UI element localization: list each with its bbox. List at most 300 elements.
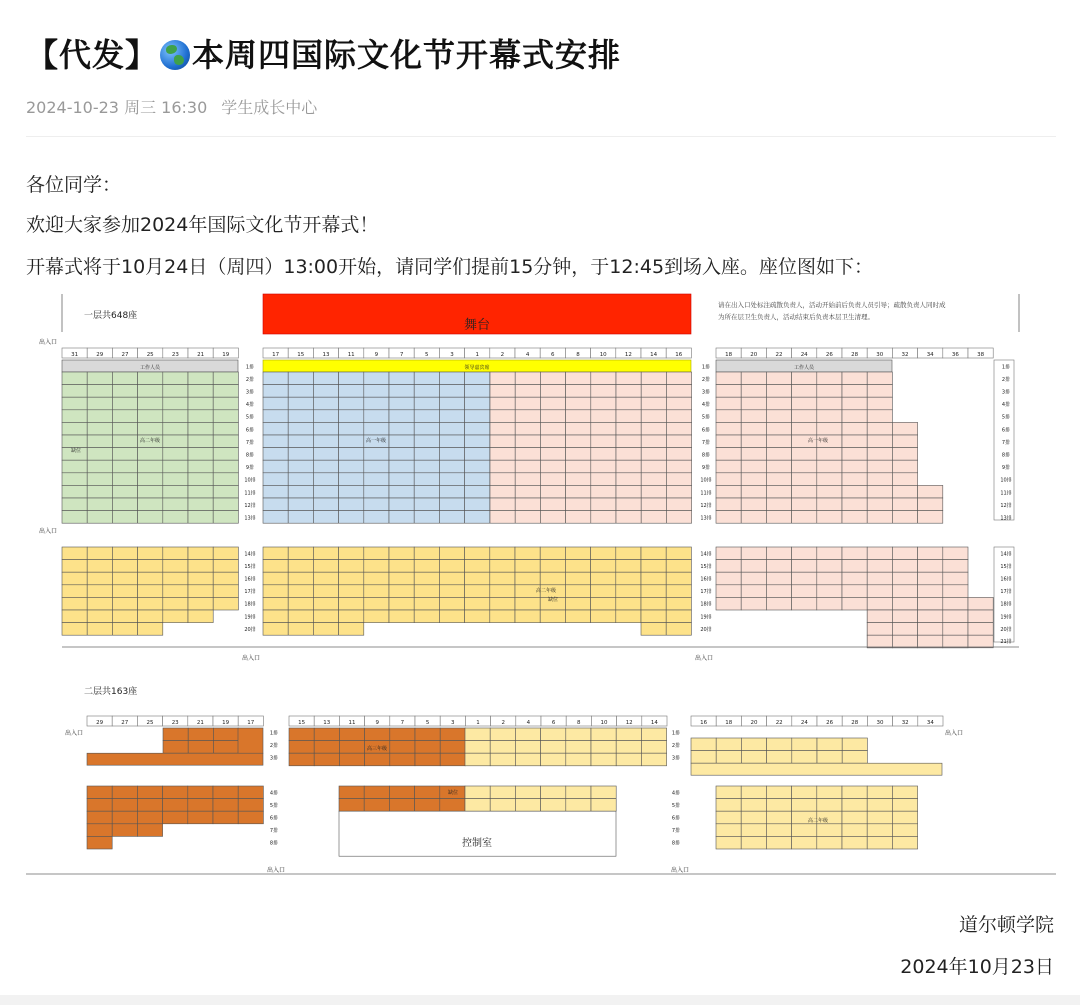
- seat-pink: [540, 422, 565, 435]
- seat-yellow: [515, 610, 540, 623]
- seat-pink: [792, 460, 817, 473]
- seat-grade10: [288, 448, 313, 461]
- seat-pink: [540, 498, 565, 511]
- seat-yellow: [515, 547, 540, 560]
- seat-pink: [892, 448, 917, 461]
- missing-label: 缺位: [547, 597, 559, 603]
- seat-grade10: [465, 511, 490, 524]
- seat-pink: [566, 372, 591, 385]
- seat-orange: [112, 824, 137, 837]
- schedule-text: 开幕式将于10月24日（周四）13:00开始，请同学们提前15分钟，于12:45到场入座。座位图如下：: [26, 256, 874, 278]
- seat-pink: [641, 397, 666, 410]
- exit-label: 出入口: [944, 730, 964, 737]
- seat-orange: [87, 753, 263, 765]
- col-number: 7: [400, 720, 405, 726]
- seat-grade11: [138, 448, 163, 461]
- seat-yellow: [263, 623, 288, 636]
- seat-pink: [867, 372, 892, 385]
- seat-pink: [867, 435, 892, 448]
- seat-yellow: [565, 585, 590, 598]
- seat-pink: [867, 385, 892, 398]
- seat-grade10: [364, 511, 389, 524]
- seat-lightyellow: [465, 753, 490, 766]
- seat-grade11: [112, 385, 137, 398]
- seat-orange: [314, 741, 339, 754]
- seat-grade11: [188, 372, 213, 385]
- seat-grade11: [62, 397, 87, 410]
- seat-pink: [766, 485, 791, 498]
- seat-pink: [515, 460, 540, 473]
- seat-grade11: [112, 435, 137, 448]
- seat-yellow: [641, 560, 666, 573]
- seat-lightyellow: [741, 751, 766, 764]
- seat-yellow: [288, 560, 313, 573]
- col-number: 11: [348, 720, 356, 726]
- row-label: 6排: [701, 427, 711, 434]
- col-number: 25: [146, 352, 154, 358]
- seat-yellow: [439, 597, 464, 610]
- seat-yellow: [263, 585, 288, 598]
- seat-pink: [566, 460, 591, 473]
- seat-grade11: [138, 473, 163, 486]
- seat-pink: [490, 511, 515, 524]
- seat-yellow: [313, 585, 338, 598]
- seat-grade11: [163, 372, 188, 385]
- seat-yellow: [515, 597, 540, 610]
- seat-orange: [87, 786, 112, 799]
- seat-pink: [566, 473, 591, 486]
- row-label: 15排: [244, 563, 256, 570]
- seat-yellow: [389, 547, 414, 560]
- seat-pink: [616, 385, 641, 398]
- seat-lightyellow: [541, 799, 566, 812]
- seat-grade10: [389, 372, 414, 385]
- seat-lightyellow: [892, 786, 917, 799]
- seat-lightyellow: [566, 753, 591, 766]
- seat-grade10: [288, 460, 313, 473]
- seat-grade10: [288, 435, 313, 448]
- seat-yellow: [490, 560, 515, 573]
- evacuation-notice-line1: 请在出入口处标注疏散负责人，活动开始前后负责人员引导；疏散负责人同时成: [718, 301, 946, 309]
- row-label: 17排: [244, 589, 256, 596]
- seat-pink: [716, 372, 741, 385]
- col-number: 22: [775, 720, 783, 726]
- seat-lightyellow: [566, 728, 591, 741]
- seat-yellow: [591, 585, 616, 598]
- seat-grade11: [112, 372, 137, 385]
- seat-yellow: [414, 610, 439, 623]
- seat-grade10: [465, 422, 490, 435]
- seat-grade10: [339, 410, 364, 423]
- seat-pink: [892, 560, 917, 573]
- col-number: 4: [526, 720, 531, 726]
- seat-lightyellow: [817, 786, 842, 799]
- seat-pink: [943, 623, 968, 636]
- seat-grade10: [414, 460, 439, 473]
- seat-pink: [867, 448, 892, 461]
- col-number: 1: [476, 720, 480, 726]
- row-label: 1排: [671, 730, 681, 737]
- seat-grade10: [288, 498, 313, 511]
- row-label: 18排: [1000, 601, 1012, 608]
- row-label: 4排: [269, 790, 279, 797]
- seat-pink: [918, 623, 943, 636]
- seat-grade10: [339, 448, 364, 461]
- seat-pink: [566, 410, 591, 423]
- seat-yellow: [138, 585, 163, 598]
- seat-orange: [137, 799, 162, 812]
- seat-orange: [188, 811, 213, 824]
- seat-pink: [666, 372, 691, 385]
- seat-yellow: [62, 547, 87, 560]
- seat-grade11: [213, 460, 238, 473]
- seat-lightyellow: [591, 741, 616, 754]
- seat-lightyellow: [641, 753, 666, 766]
- seat-grade11: [112, 397, 137, 410]
- seat-pink: [867, 585, 892, 598]
- seat-orange: [415, 786, 440, 799]
- seat-yellow: [163, 547, 188, 560]
- greeting: 各位同学：: [26, 174, 122, 196]
- seat-orange: [87, 824, 112, 837]
- seat-grade11: [188, 422, 213, 435]
- row-label: 10排: [700, 477, 712, 484]
- seat-grade11: [62, 422, 87, 435]
- seat-grade10: [288, 397, 313, 410]
- seat-pink: [591, 385, 616, 398]
- seat-pink: [918, 547, 943, 560]
- seat-pink: [892, 547, 917, 560]
- seat-yellow: [112, 597, 137, 610]
- seat-pink: [616, 485, 641, 498]
- seat-grade10: [263, 410, 288, 423]
- seat-yellow: [213, 597, 238, 610]
- row-label: 5排: [671, 802, 681, 809]
- row-label: 12排: [1000, 502, 1012, 509]
- seat-pink: [741, 397, 766, 410]
- seat-pink: [716, 498, 741, 511]
- seat-yellow: [565, 597, 590, 610]
- seat-grade10: [339, 422, 364, 435]
- seat-lightyellow: [766, 811, 791, 824]
- row-label: 6排: [671, 815, 681, 822]
- seat-orange: [137, 824, 162, 837]
- col-number: 5: [425, 720, 430, 726]
- seat-lightyellow: [817, 799, 842, 812]
- seat-pink: [842, 572, 867, 585]
- seat-orange: [289, 728, 314, 741]
- row-label: 2排: [269, 742, 279, 749]
- seat-grade11: [87, 372, 112, 385]
- seat-lightyellow: [716, 786, 741, 799]
- seat-lightyellow: [465, 728, 490, 741]
- seat-yellow: [591, 547, 616, 560]
- seat-yellow: [616, 610, 641, 623]
- seat-pink: [540, 511, 565, 524]
- seat-yellow: [87, 560, 112, 573]
- col-number: 22: [775, 352, 783, 358]
- seat-grade10: [339, 372, 364, 385]
- seat-grade10: [364, 410, 389, 423]
- seat-pink: [842, 560, 867, 573]
- seat-grade11: [188, 397, 213, 410]
- seat-yellow: [490, 585, 515, 598]
- seat-pink: [892, 435, 917, 448]
- row-label: 18排: [700, 601, 712, 608]
- seat-yellow: [540, 547, 565, 560]
- row-label: 19排: [1000, 614, 1012, 621]
- seat-grade10: [389, 485, 414, 498]
- seat-lightyellow: [541, 728, 566, 741]
- seat-grade11: [87, 448, 112, 461]
- seat-pink: [842, 511, 867, 524]
- seat-pink: [591, 448, 616, 461]
- seat-orange: [213, 786, 238, 799]
- seat-pink: [766, 385, 791, 398]
- seat-pink: [540, 460, 565, 473]
- seat-pink: [616, 435, 641, 448]
- seat-pink: [591, 372, 616, 385]
- seat-grade11: [62, 410, 87, 423]
- seat-orange: [163, 811, 188, 824]
- seat-yellow: [138, 597, 163, 610]
- row-label: 2排: [1001, 376, 1011, 383]
- seat-grade10: [313, 460, 338, 473]
- seat-pink: [616, 372, 641, 385]
- seat-yellow: [414, 572, 439, 585]
- seat-grade11: [62, 498, 87, 511]
- seat-grade10: [313, 422, 338, 435]
- seat-yellow: [188, 585, 213, 598]
- seat-pink: [842, 473, 867, 486]
- seat-lightyellow: [616, 728, 641, 741]
- seat-yellow: [364, 597, 389, 610]
- seat-yellow: [288, 597, 313, 610]
- seat-pink: [666, 410, 691, 423]
- seat-pink: [792, 597, 817, 610]
- seat-yellow: [591, 597, 616, 610]
- col-number: 27: [121, 352, 129, 358]
- col-number: 2: [501, 720, 505, 726]
- seat-grade11: [138, 485, 163, 498]
- seat-pink: [741, 511, 766, 524]
- seat-yellow: [439, 610, 464, 623]
- row-label: 1排: [1001, 364, 1011, 371]
- evacuation-notice-line2: 为所在层卫生负责人，活动结束后负责本层卫生清理。: [718, 313, 874, 321]
- row-label: 20排: [700, 626, 712, 633]
- seat-pink: [792, 560, 817, 573]
- seat-yellow: [465, 572, 490, 585]
- seat-grade10: [439, 372, 464, 385]
- seat-yellow: [666, 623, 691, 636]
- author-link[interactable]: 学生成长中心: [221, 98, 318, 117]
- seat-yellow: [288, 610, 313, 623]
- seat-grade11: [163, 485, 188, 498]
- seat-grade10: [364, 372, 389, 385]
- seat-pink: [716, 410, 741, 423]
- seat-grade10: [389, 385, 414, 398]
- seat-grade11: [112, 448, 137, 461]
- seat-pink: [817, 448, 842, 461]
- col-number: 13: [323, 720, 331, 726]
- seat-pink: [943, 547, 968, 560]
- row-label: 9排: [245, 465, 255, 472]
- col-number: 30: [876, 352, 884, 358]
- seat-pink: [540, 385, 565, 398]
- seat-yellow: [112, 623, 137, 636]
- seat-pink: [766, 448, 791, 461]
- row-label: 2排: [701, 376, 711, 383]
- seat-grade10: [439, 397, 464, 410]
- col-number: 21: [197, 352, 205, 358]
- seat-pink: [766, 511, 791, 524]
- seat-yellow: [565, 547, 590, 560]
- seat-grade10: [364, 448, 389, 461]
- seat-lightyellow: [591, 786, 616, 799]
- seat-pink: [842, 435, 867, 448]
- seat-grade10: [364, 397, 389, 410]
- seat-yellow: [364, 610, 389, 623]
- seat-lightyellow: [892, 824, 917, 837]
- row-label: 10排: [1000, 477, 1012, 484]
- seat-pink: [741, 498, 766, 511]
- seat-pink: [716, 448, 741, 461]
- seat-yellow: [540, 572, 565, 585]
- row-label: 20排: [244, 626, 256, 633]
- seat-yellow: [515, 560, 540, 573]
- row-label: 8排: [701, 452, 711, 459]
- row-label: 17排: [1000, 589, 1012, 596]
- seat-pink: [566, 422, 591, 435]
- seat-lightyellow: [691, 763, 942, 775]
- seat-pink: [741, 435, 766, 448]
- seat-orange: [112, 786, 137, 799]
- seat-lightyellow: [892, 799, 917, 812]
- seat-pink: [943, 585, 968, 598]
- seat-grade11: [213, 385, 238, 398]
- col-number: 8: [576, 352, 580, 358]
- seat-orange: [188, 786, 213, 799]
- seat-grade11: [62, 485, 87, 498]
- seat-grade10: [313, 473, 338, 486]
- seat-pink: [943, 572, 968, 585]
- seat-orange: [440, 741, 465, 754]
- seat-grade11: [163, 511, 188, 524]
- seat-grade11: [62, 385, 87, 398]
- seat-grade10: [465, 498, 490, 511]
- seat-pink: [540, 435, 565, 448]
- seat-pink: [515, 498, 540, 511]
- row-label: 14排: [1000, 551, 1012, 558]
- seat-lightyellow: [716, 799, 741, 812]
- zone-label: 高二年级: [807, 818, 829, 824]
- seat-grade11: [62, 473, 87, 486]
- row-label: 3排: [701, 389, 711, 396]
- seat-map-image: [26, 292, 1056, 876]
- seat-lightyellow: [541, 786, 566, 799]
- seat-orange: [87, 799, 112, 812]
- seat-pink: [490, 397, 515, 410]
- seat-pink: [641, 410, 666, 423]
- seat-grade10: [313, 448, 338, 461]
- seat-pink: [892, 585, 917, 598]
- seat-pink: [892, 422, 917, 435]
- seat-pink: [817, 473, 842, 486]
- seat-pink: [666, 511, 691, 524]
- seat-pink: [716, 585, 741, 598]
- seat-grade10: [465, 385, 490, 398]
- seat-pink: [540, 372, 565, 385]
- col-number: 19: [222, 720, 230, 726]
- seat-grade10: [313, 397, 338, 410]
- seat-yellow: [339, 597, 364, 610]
- seat-pink: [741, 422, 766, 435]
- seat-pink: [515, 397, 540, 410]
- seat-grade10: [313, 410, 338, 423]
- seat-orange: [440, 753, 465, 766]
- row-label: 11排: [244, 490, 256, 497]
- seat-orange: [137, 786, 162, 799]
- seat-orange: [289, 741, 314, 754]
- seat-grade11: [138, 397, 163, 410]
- exit-label: 出入口: [670, 867, 690, 874]
- seat-orange: [339, 753, 364, 766]
- seat-yellow: [414, 547, 439, 560]
- seat-grade10: [339, 460, 364, 473]
- seat-pink: [968, 610, 993, 623]
- seat-pink: [566, 485, 591, 498]
- seat-yellow: [439, 572, 464, 585]
- seat-grade10: [339, 498, 364, 511]
- col-number: 18: [725, 352, 733, 358]
- col-number: 20: [750, 352, 758, 358]
- seat-yellow: [188, 560, 213, 573]
- seat-pink: [842, 410, 867, 423]
- seat-pink: [892, 635, 917, 648]
- row-label: 7排: [671, 828, 681, 835]
- seat-pink: [766, 585, 791, 598]
- seat-pink: [792, 511, 817, 524]
- col-number: 25: [146, 720, 154, 726]
- seat-yellow: [465, 610, 490, 623]
- seat-orange: [163, 799, 188, 812]
- seat-yellow: [163, 610, 188, 623]
- col-number: 10: [600, 720, 608, 726]
- seat-yellow: [666, 547, 691, 560]
- seat-pink: [867, 547, 892, 560]
- col-number: 23: [171, 352, 179, 358]
- seat-pink: [616, 422, 641, 435]
- seat-yellow: [112, 585, 137, 598]
- seat-pink: [741, 460, 766, 473]
- row-label: 16排: [1000, 576, 1012, 583]
- seat-pink: [716, 547, 741, 560]
- seat-lightyellow: [867, 836, 892, 849]
- seat-pink: [641, 435, 666, 448]
- seat-pink: [741, 485, 766, 498]
- seat-pink: [817, 572, 842, 585]
- seat-grade11: [163, 422, 188, 435]
- seat-grade11: [213, 485, 238, 498]
- seat-orange: [137, 811, 162, 824]
- seat-grade10: [414, 473, 439, 486]
- seat-yellow: [641, 572, 666, 585]
- seat-pink: [817, 585, 842, 598]
- seat-lightyellow: [741, 786, 766, 799]
- seat-pink: [918, 511, 943, 524]
- seat-lightyellow: [766, 836, 791, 849]
- seat-pink: [641, 448, 666, 461]
